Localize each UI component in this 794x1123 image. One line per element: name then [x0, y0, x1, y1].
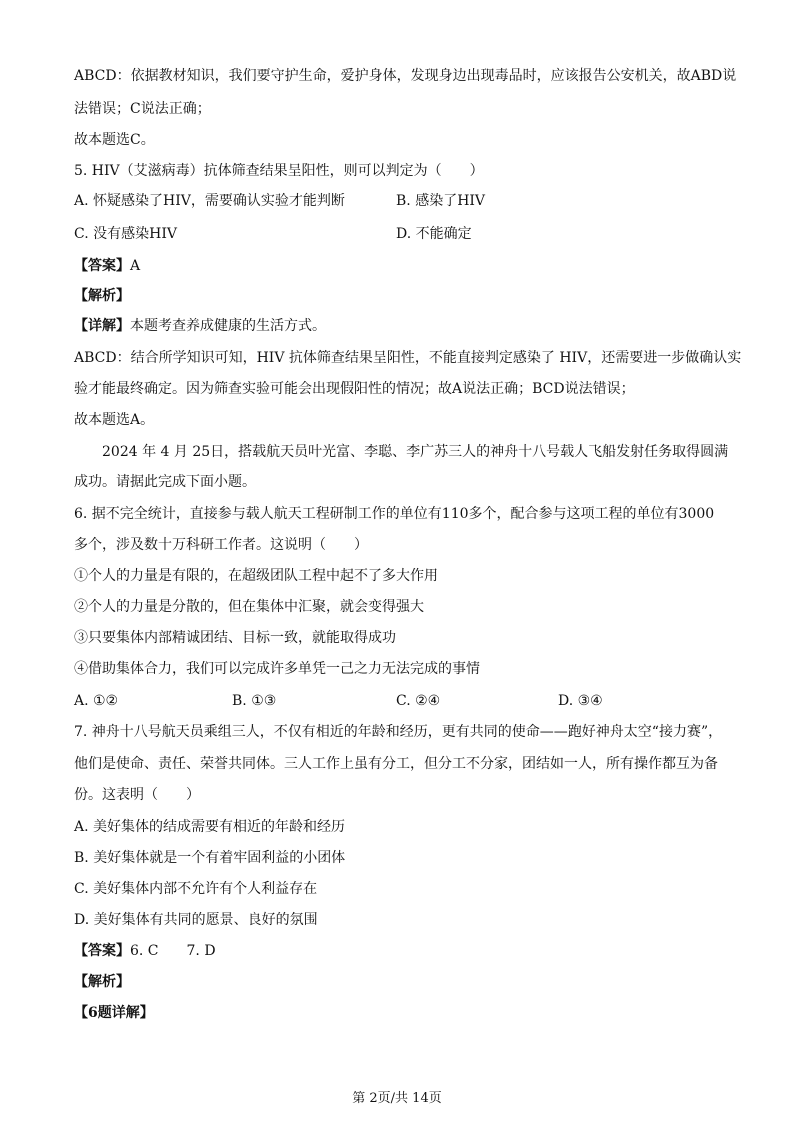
answer-tag: 【答案】: [74, 943, 130, 959]
q7-option-b: B. 美好集体就是一个有着牢固利益的小团体: [74, 850, 346, 866]
q5-stem: 5. HIV（艾滋病毒）抗体筛查结果呈阳性，则可以判定为（ ）: [74, 163, 484, 179]
q6-option-d: D. ③④: [558, 693, 603, 709]
q5-option-a: A. 怀疑感染了HIV，需要确认实验才能判断: [74, 193, 345, 209]
intro-line-2: 法错误；C说法正确；: [74, 101, 211, 117]
answer-value: A: [130, 258, 141, 274]
q6-detail-heading: 【6题详解】: [74, 1005, 154, 1021]
q6-option-a: A. ①②: [74, 693, 119, 709]
q5-detail: [74, 316, 326, 336]
q6-statement-2: ②个人的力量是分散的，但在集体中汇聚，就会变得强大: [74, 599, 424, 615]
q5-explanation-1: ABCD：结合所学知识可知，HIV 抗体筛查结果呈阳性，不能直接判定感染了 HIV，还需要进一步做确认实: [74, 350, 742, 366]
q7-stem-1: 7. 神舟十八号航天员乘组三人，不仅有相近的年龄和经历，更有共同的使命——跑好神舟太空“接力赛”，: [74, 724, 723, 740]
q6-q7-analysis-heading: 【解析】: [74, 974, 130, 990]
q6-option-b: B. ①③: [232, 693, 277, 709]
q5-explanation-2: 验才能最终确定。因为筛查实验可能会出现假阳性的情况；故A说法正确；BCD说法错误；: [74, 381, 635, 397]
q5-analysis-heading: 【解析】: [74, 288, 130, 304]
q6-statement-1: ①个人的力量是有限的，在超级团队工程中起不了多大作用: [74, 568, 438, 584]
page-number: 第 2页/共 14页: [352, 1091, 442, 1106]
answer-value: 6. C 7. D: [130, 943, 216, 959]
q6-option-c: C. ②④: [396, 693, 441, 709]
q6-stem-2: 多个，涉及数十万科研工作者。这说明（ ）: [74, 537, 368, 553]
detail-text: 本题考查养成健康的生活方式。: [130, 318, 326, 334]
intro-line-1: ABCD：依据教材知识，我们要守护生命，爱护身体，发现身边出现毒品时，应该报告公安机关，故ABD说: [74, 68, 737, 84]
detail-tag: 【详解】: [74, 318, 130, 334]
intro-line-3: 故本题选C。: [74, 132, 155, 148]
q7-stem-3: 份。这表明（ ）: [74, 787, 200, 803]
q7-stem-2: 他们是使命、责任、荣誉共同体。三人工作上虽有分工，但分工不分家，团结如一人，所有操作都互为备: [74, 756, 718, 772]
q7-option-a: A. 美好集体的结成需要有相近的年龄和经历: [74, 819, 346, 835]
q5-explanation-3: 故本题选A。: [74, 412, 155, 428]
q6-stem-1: 6. 据不完全统计，直接参与载人航天工程研制工作的单位有110多个，配合参与这项工程的单位有3000: [74, 506, 715, 522]
material-line-2: 成功。请据此完成下面小题。: [74, 474, 256, 490]
material-line-1: 2024 年 4 月 25日，搭载航天员叶光富、李聪、李广苏三人的神舟十八号载人飞船发射任务取得圆满: [102, 444, 729, 460]
q6-q7-answer: [74, 941, 216, 961]
q5-answer: [74, 256, 140, 276]
q5-option-c: C. 没有感染HIV: [74, 226, 177, 242]
q7-option-d: D. 美好集体有共同的愿景、良好的氛围: [74, 912, 318, 928]
q6-statement-4: ④借助集体合力，我们可以完成许多单凭一己之力无法完成的事情: [74, 661, 480, 677]
q5-option-d: D. 不能确定: [396, 226, 472, 242]
answer-tag: 【答案】: [74, 258, 130, 274]
q7-option-c: C. 美好集体内部不允许有个人利益存在: [74, 881, 318, 897]
q6-statement-3: ③只要集体内部精诚团结、目标一致，就能取得成功: [74, 630, 396, 646]
q5-option-b: B. 感染了HIV: [396, 193, 486, 209]
